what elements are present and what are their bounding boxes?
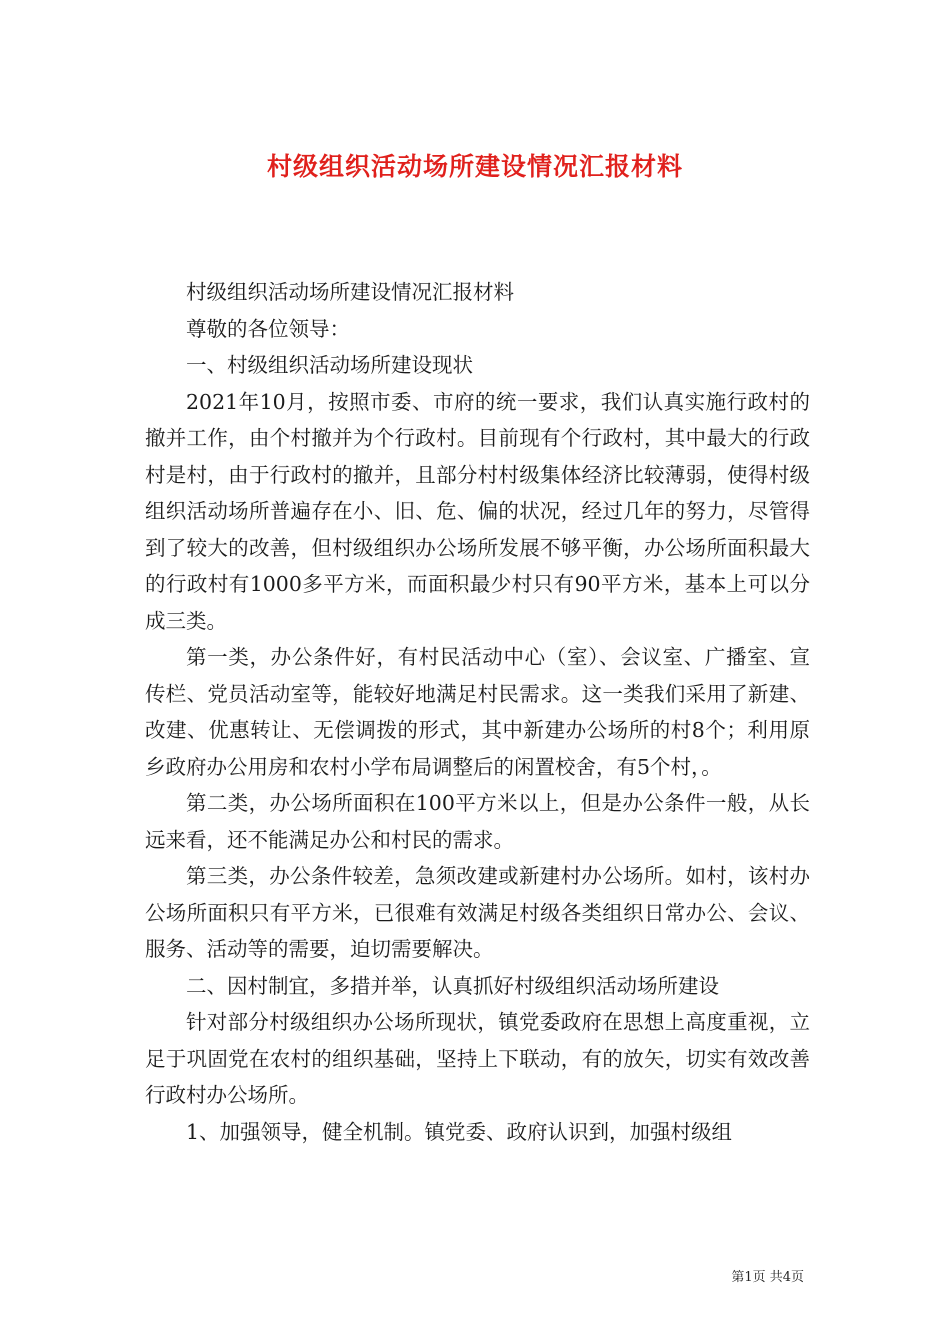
paragraph-heading-repeat: 村级组织活动场所建设情况汇报材料	[186, 280, 514, 304]
paragraph: 1、加强领导，健全机制。镇党委、政府认识到，加强村级组	[186, 1119, 733, 1144]
paragraph: 2021年10月，按照市委、市府的统一要求，我们认真实施行政村的撤并工作，由个村撤并为个行政村。目前现有个行政村，其中最大的行政村是村，由于行政村的撤并，且部分村村级集体经济比较薄弱，使得村级组织活动场所普遍存在小、旧、危、偏的状况，经过几年的努力，尽管得到了较大的改善，但村级组织办公场所发展不够平衡，办公场所面积最大的行政村有1000多平方米，而面积最少村只有90平方米，基本上可以分成三类。	[145, 389, 810, 633]
paragraph: 第一类，办公条件好，有村民活动中心（室）、会议室、广播室、宣传栏、党员活动室等，能较好地满足村民需求。这一类我们采用了新建、改建、优惠转让、无偿调拨的形式，其中新建办公场所的村8个；利用原乡政府办公用房和农村小学布局调整后的闲置校舍，有5个村，。	[145, 645, 810, 779]
section-heading-1: 一、村级组织活动场所建设现状	[186, 353, 473, 377]
page-number: 第1页 共4页	[731, 1270, 804, 1285]
paragraph: 第三类，办公条件较差，急须改建或新建村办公场所。如村，该村办公场所面积只有平方米，已很难有效满足村级各类组织日常办公、会议、服务、活动等的需要，迫切需要解决。	[145, 864, 810, 961]
document-title: 村级组织活动场所建设情况汇报材料	[266, 151, 683, 181]
paragraph: 第二类，办公场所面积在100平方米以上，但是办公条件一般，从长远来看，还不能满足办公和村民的需求。	[145, 791, 810, 852]
paragraph: 针对部分村级组织办公场所现状，镇党委政府在思想上高度重视，立足于巩固党在农村的组织基础，坚持上下联动，有的放矢，切实有效改善行政村办公场所。	[145, 1010, 810, 1107]
paragraph-salutation: 尊敬的各位领导：	[186, 316, 350, 341]
section-heading-2: 二、因村制宜，多措并举，认真抓好村级组织活动场所建设	[186, 973, 719, 998]
document-body	[145, 274, 810, 1150]
